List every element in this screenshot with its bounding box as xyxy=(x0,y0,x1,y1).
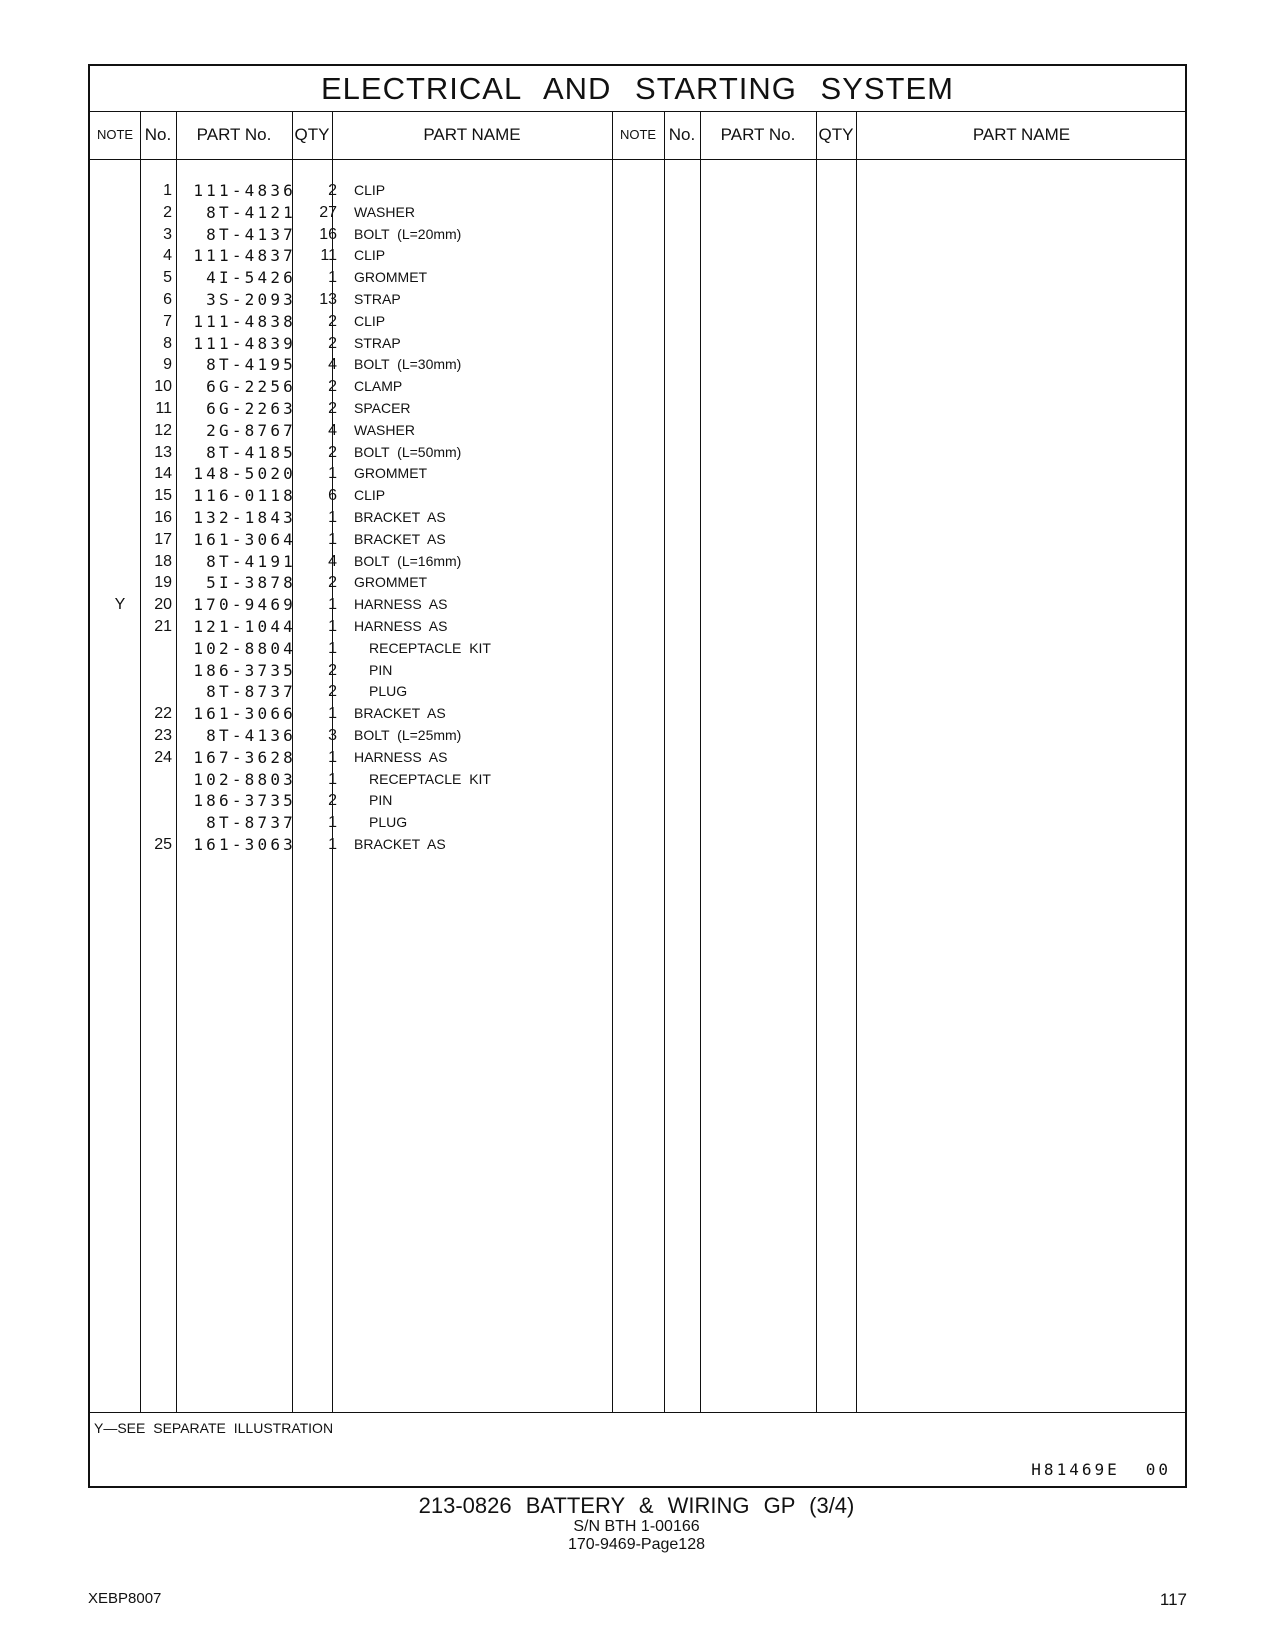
quantity-cell: 4 xyxy=(328,552,337,570)
page-title: ELECTRICAL AND STARTING SYSTEM xyxy=(90,66,1185,112)
item-number-cell: 13 xyxy=(154,443,172,461)
footnote: Y—SEE SEPARATE ILLUSTRATION xyxy=(94,1420,334,1436)
part-number-cell: 167-3628 xyxy=(193,747,296,767)
document-id: XEBP8007 xyxy=(88,1590,162,1607)
caption-reference: 170-9469-Page128 xyxy=(567,1536,705,1553)
part-number-cell: 111-4839 xyxy=(193,333,296,353)
quantity-cell: 1 xyxy=(328,748,337,766)
part-number-cell: 111-4837 xyxy=(193,246,296,266)
part-name-cell: GROMMET xyxy=(354,465,428,482)
quantity-cell: 4 xyxy=(328,356,337,374)
part-number-cell: 8T-8737 xyxy=(206,813,296,833)
part-name-cell: CLIP xyxy=(354,312,386,329)
table-row xyxy=(90,311,1185,333)
item-number-cell: 6 xyxy=(163,291,172,308)
part-name-cell: WASHER xyxy=(354,203,415,220)
table-row xyxy=(90,725,1185,747)
part-name-cell: BOLT (L=16mm) xyxy=(354,552,462,569)
item-number-cell: 2 xyxy=(163,203,172,221)
item-number-cell: 23 xyxy=(154,727,172,744)
part-name-cell: BRACKET AS xyxy=(354,530,446,547)
part-number-cell: 8T-4137 xyxy=(206,224,296,244)
part-number-cell: 6G-2263 xyxy=(206,399,296,418)
part-name-cell: STRAP xyxy=(354,291,401,307)
header-note-right: NOTE xyxy=(619,127,657,142)
quantity-cell: 2 xyxy=(328,443,337,461)
part-number-cell: 8T-8737 xyxy=(206,682,296,702)
note-cell: Y xyxy=(114,596,126,614)
table-row xyxy=(90,485,1185,507)
table-row xyxy=(90,551,1185,573)
part-name-cell: CLAMP xyxy=(354,378,403,395)
item-number-cell: 22 xyxy=(154,705,172,723)
quantity-cell: 2 xyxy=(328,378,337,396)
part-number-cell: 8T-4121 xyxy=(206,202,296,222)
table-row xyxy=(90,681,1185,703)
header-no: No. xyxy=(144,125,172,144)
part-name-cell: RECEPTACLE KIT xyxy=(369,639,491,656)
part-number-cell: 161-3063 xyxy=(193,835,296,854)
table-row xyxy=(90,202,1185,224)
quantity-cell: 4 xyxy=(328,421,337,439)
header-part-no: PART No. xyxy=(196,125,272,144)
header-qty: QTY xyxy=(294,125,330,144)
table-row xyxy=(90,507,1185,529)
item-number-cell: 18 xyxy=(154,552,172,570)
table-row xyxy=(90,747,1185,769)
part-name-cell: BOLT (L=25mm) xyxy=(354,727,462,743)
drawing-number xyxy=(1031,1460,1171,1479)
part-number-cell: 3S-2093 xyxy=(206,290,296,309)
part-name-cell: SPACER xyxy=(354,400,411,416)
quantity-cell: 2 xyxy=(328,792,337,810)
quantity-cell: 1 xyxy=(328,770,337,788)
quantity-cell: 16 xyxy=(319,225,337,243)
quantity-cell: 27 xyxy=(319,203,337,221)
table-row xyxy=(90,616,1185,638)
part-name-cell: BRACKET AS xyxy=(354,509,446,525)
part-name-cell: HARNESS AS xyxy=(354,748,448,765)
part-number-cell: 102-8804 xyxy=(193,638,296,658)
quantity-cell: 6 xyxy=(328,487,337,505)
quantity-cell: 2 xyxy=(328,400,337,417)
table-row xyxy=(90,769,1185,791)
quantity-cell: 1 xyxy=(328,705,337,723)
caption-serial: S/N BTH 1-00166 xyxy=(573,1518,700,1535)
quantity-cell: 1 xyxy=(328,814,337,832)
quantity-cell: 1 xyxy=(328,618,337,635)
drawing-id: H81469E xyxy=(1031,1460,1120,1479)
table-row xyxy=(90,245,1185,267)
quantity-cell: 2 xyxy=(328,312,337,330)
part-name-cell: PIN xyxy=(369,661,393,678)
table-row xyxy=(90,180,1185,202)
quantity-cell: 2 xyxy=(328,683,337,701)
header-part-no-right: PART No. xyxy=(720,125,796,144)
table-row xyxy=(90,812,1185,834)
part-number-cell: 8T-4185 xyxy=(206,442,296,462)
quantity-cell: 2 xyxy=(328,574,337,592)
part-name-cell: BOLT (L=20mm) xyxy=(354,225,462,242)
part-name-cell: RECEPTACLE KIT xyxy=(369,770,491,787)
part-number-cell: 8T-4136 xyxy=(206,726,296,745)
item-number-cell: 4 xyxy=(163,247,172,265)
table-row xyxy=(90,442,1185,464)
table-row xyxy=(90,463,1185,485)
item-number-cell: 1 xyxy=(163,182,172,199)
header-qty-right: QTY xyxy=(818,125,854,144)
part-number-cell: 6G-2256 xyxy=(206,377,296,397)
part-number-cell: 4I-5426 xyxy=(206,268,296,288)
part-name-cell: CLIP xyxy=(354,247,386,264)
part-number-cell: 102-8803 xyxy=(193,769,296,789)
table-row xyxy=(90,638,1185,660)
part-name-cell: PLUG xyxy=(369,814,408,831)
table-row xyxy=(90,790,1185,812)
item-number-cell: 17 xyxy=(154,530,172,548)
table-row xyxy=(90,333,1185,355)
part-number-cell: 111-4838 xyxy=(193,311,296,331)
item-number-cell: 14 xyxy=(154,465,172,483)
item-number-cell: 5 xyxy=(163,269,172,287)
table-header xyxy=(90,112,1185,160)
part-name-cell: BOLT (L=50mm) xyxy=(354,443,462,460)
part-number-cell: 5I-3878 xyxy=(206,573,296,593)
quantity-cell: 3 xyxy=(328,727,337,744)
quantity-cell: 11 xyxy=(320,247,337,265)
item-number-cell: 25 xyxy=(154,836,172,853)
quantity-cell: 1 xyxy=(328,509,337,526)
header-note: NOTE xyxy=(96,127,134,142)
item-number-cell: 19 xyxy=(154,574,172,592)
part-name-cell: HARNESS AS xyxy=(354,596,448,613)
header-no-right: No. xyxy=(668,125,696,144)
part-number-cell: 161-3064 xyxy=(193,529,296,549)
part-number-cell: 8T-4195 xyxy=(206,355,296,375)
part-number-cell: 121-1044 xyxy=(193,617,296,636)
item-number-cell: 15 xyxy=(154,487,172,505)
part-name-cell: GROMMET xyxy=(354,574,428,591)
parts-table xyxy=(88,64,1187,1488)
part-number-cell: 161-3066 xyxy=(193,704,296,724)
item-number-cell: 20 xyxy=(154,596,172,614)
group-caption xyxy=(0,1494,1273,1554)
table-row xyxy=(90,572,1185,594)
part-number-cell: 132-1843 xyxy=(193,508,296,527)
table-row xyxy=(90,594,1185,616)
part-name-cell: WASHER xyxy=(354,421,415,438)
part-name-cell: CLIP xyxy=(354,182,386,198)
part-number-cell: 148-5020 xyxy=(193,464,296,484)
table-row xyxy=(90,354,1185,376)
part-number-cell: 170-9469 xyxy=(193,595,296,615)
part-name-cell: HARNESS AS xyxy=(354,618,448,634)
part-number-cell: 2G-8767 xyxy=(206,420,296,440)
item-number-cell: 3 xyxy=(163,225,172,243)
item-number-cell: 16 xyxy=(154,509,172,526)
item-number-cell: 21 xyxy=(154,618,172,635)
table-row xyxy=(90,834,1185,856)
item-number-cell: 10 xyxy=(154,378,172,396)
quantity-cell: 1 xyxy=(328,465,337,483)
table-row xyxy=(90,420,1185,442)
quantity-cell: 1 xyxy=(328,530,337,548)
quantity-cell: 2 xyxy=(328,182,337,199)
table-row xyxy=(90,529,1185,551)
quantity-cell: 2 xyxy=(328,334,337,352)
part-name-cell: GROMMET xyxy=(354,269,428,286)
item-number-cell: 24 xyxy=(154,748,172,766)
table-row xyxy=(90,224,1185,246)
part-name-cell: PLUG xyxy=(369,683,408,700)
part-number-cell: 116-0118 xyxy=(193,486,296,506)
quantity-cell: 2 xyxy=(328,661,337,679)
part-name-cell: BRACKET AS xyxy=(354,705,446,722)
table-row xyxy=(90,267,1185,289)
part-number-cell: 186-3735 xyxy=(193,660,296,680)
quantity-cell: 1 xyxy=(328,639,337,657)
part-name-cell: PIN xyxy=(369,792,393,809)
table-row xyxy=(90,376,1185,398)
part-name-cell: CLIP xyxy=(354,487,386,504)
part-number-cell: 111-4836 xyxy=(193,181,296,200)
table-row xyxy=(90,289,1185,311)
item-number-cell: 12 xyxy=(154,421,172,439)
part-number-cell: 186-3735 xyxy=(193,791,296,811)
item-number-cell: 11 xyxy=(155,400,172,417)
quantity-cell: 1 xyxy=(328,836,337,853)
item-number-cell: 7 xyxy=(163,312,172,330)
part-number-cell: 8T-4191 xyxy=(206,551,296,571)
caption-main: 213-0826 BATTERY & WIRING GP (3/4) xyxy=(418,1493,855,1518)
revision: 00 xyxy=(1145,1460,1171,1479)
table-row xyxy=(90,398,1185,420)
header-part-name-right: PART NAME xyxy=(972,125,1071,144)
part-name-cell: BOLT (L=30mm) xyxy=(354,356,462,373)
item-number-cell: 8 xyxy=(163,334,172,352)
part-name-cell: STRAP xyxy=(354,334,401,351)
page-number: 117 xyxy=(1159,1590,1187,1609)
footnote-divider xyxy=(90,1412,1185,1413)
table-row xyxy=(90,703,1185,725)
quantity-cell: 1 xyxy=(328,269,337,287)
table-row xyxy=(90,660,1185,682)
quantity-cell: 13 xyxy=(319,291,337,308)
item-number-cell: 9 xyxy=(163,356,172,374)
part-name-cell: BRACKET AS xyxy=(354,836,446,852)
quantity-cell: 1 xyxy=(328,596,337,614)
header-part-name: PART NAME xyxy=(423,125,521,144)
